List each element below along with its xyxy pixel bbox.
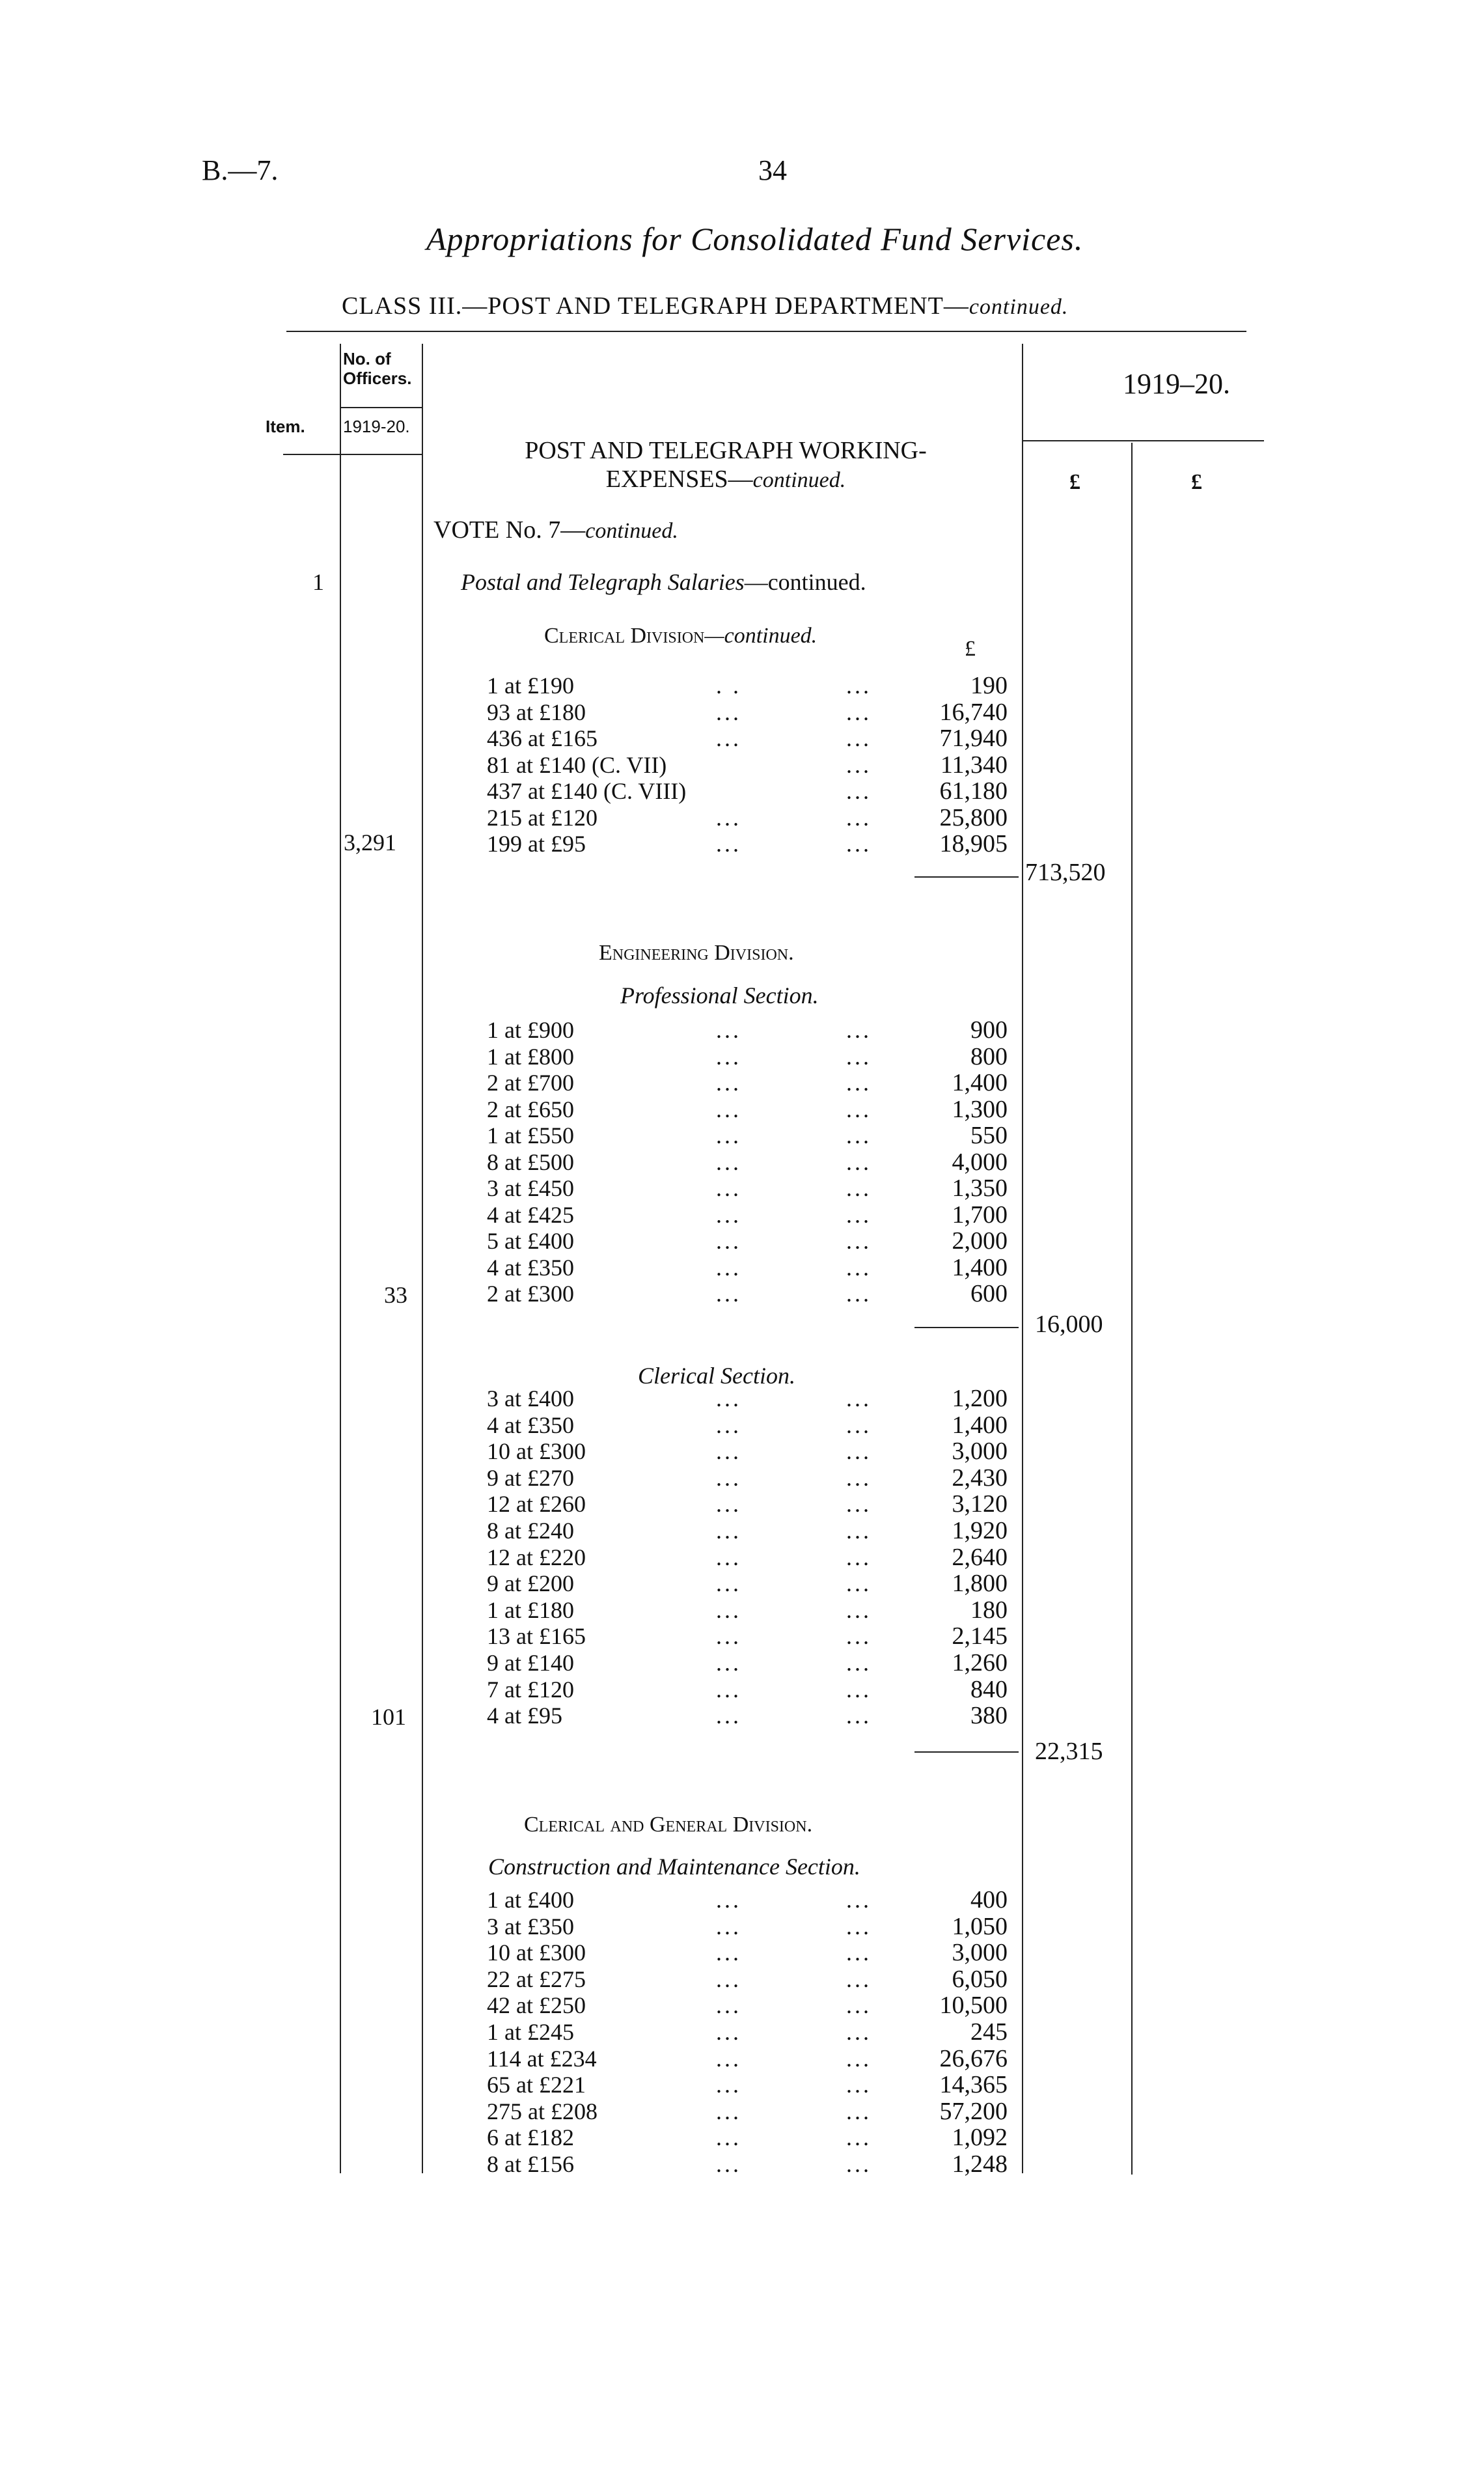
row-label: 275 at £208	[487, 2098, 598, 2124]
item-header: Item.	[266, 417, 305, 436]
leader-dots: ...	[716, 1491, 741, 1518]
row-amount: 1,092	[952, 2124, 1008, 2152]
vote-label	[433, 516, 678, 544]
table-row	[487, 805, 1008, 831]
leader-dots: ...	[846, 1940, 872, 1966]
leader-dots: ...	[716, 1043, 741, 1070]
vote-continued: continued.	[585, 519, 678, 543]
leader-dots: ...	[846, 2124, 872, 2151]
leader-dots: ...	[716, 699, 741, 725]
row-label: 2 at £650	[487, 1096, 574, 1122]
leader-dots: ...	[846, 699, 872, 725]
table-row	[487, 1412, 1008, 1438]
table-row	[487, 1255, 1008, 1281]
table-row	[487, 2019, 1008, 2045]
row-label: 81 at £140 (C. VII)	[487, 751, 667, 778]
clerical-division-heading	[544, 624, 817, 648]
class-line-text: CLASS III.—POST AND TELEGRAPH DEPARTMENT—	[342, 292, 969, 320]
leader-dots: ...	[846, 725, 872, 751]
row-label: 1 at £400	[487, 1887, 574, 1913]
leader-dots: ...	[846, 1412, 872, 1438]
row-label: 1 at £550	[487, 1122, 574, 1148]
pound-header-2: £	[1191, 470, 1202, 494]
table-row	[487, 1149, 1008, 1175]
row-amount: 71,940	[939, 725, 1008, 752]
row-amount: 1,050	[952, 1912, 1008, 1940]
leader-dots: ...	[716, 1703, 741, 1729]
no-of-officers-header: No. of Officers.	[343, 349, 412, 388]
leader-dots: ...	[846, 1201, 872, 1228]
main-heading-line2	[443, 465, 1009, 495]
table-row	[487, 1544, 1008, 1570]
leader-dots: ...	[846, 1992, 872, 2019]
leader-dots: ...	[716, 1650, 741, 1676]
row-label: 65 at £221	[487, 2072, 586, 2098]
rule-top	[286, 331, 1246, 332]
table-row	[487, 1438, 1008, 1464]
leader-dots: ...	[846, 1544, 872, 1570]
clerical-division-heading-text: Clerical Division	[544, 624, 705, 648]
leader-dots: ...	[716, 804, 741, 831]
professional-section-heading: Professional Section.	[620, 982, 819, 1008]
year-header: 1919–20.	[1123, 368, 1230, 400]
table-row	[487, 699, 1008, 725]
engineering-officers: 33	[384, 1282, 407, 1308]
table-row	[487, 1597, 1008, 1623]
row-amount: 14,365	[939, 2071, 1008, 2099]
row-label: 437 at £140 (C. VIII)	[487, 778, 687, 804]
row-label: 9 at £140	[487, 1650, 574, 1676]
row-amount: 4,000	[952, 1148, 1008, 1176]
leader-dots: ...	[716, 1096, 741, 1122]
leader-dots: ...	[716, 1596, 741, 1623]
table-row	[487, 752, 1008, 778]
row-label: 3 at £450	[487, 1175, 574, 1201]
row-amount: 1,248	[952, 2150, 1008, 2178]
leader-dots: ...	[716, 1017, 741, 1043]
table-row	[487, 2151, 1008, 2177]
table-row	[487, 2098, 1008, 2124]
rule-officers-under	[341, 407, 422, 408]
row-label: 1 at £245	[487, 2019, 574, 2045]
row-amount: 2,640	[952, 1543, 1008, 1571]
row-amount: 3,120	[952, 1490, 1008, 1518]
table-row	[487, 1518, 1008, 1544]
row-amount: 1,920	[952, 1517, 1008, 1544]
leader-dots: ...	[716, 1175, 741, 1201]
row-amount: 18,905	[939, 830, 1008, 857]
row-amount: 900	[970, 1016, 1008, 1044]
leader-dots: ...	[846, 1438, 872, 1465]
row-label: 10 at £300	[487, 1438, 586, 1465]
row-label: 10 at £300	[487, 1940, 586, 1966]
leader-dots: ...	[846, 1096, 872, 1122]
row-amount: 550	[970, 1122, 1008, 1149]
row-label: 9 at £270	[487, 1464, 574, 1491]
row-amount: 1,400	[952, 1253, 1008, 1281]
row-label: 3 at £400	[487, 1385, 574, 1412]
row-amount: 1,200	[952, 1385, 1008, 1412]
leader-dots: ...	[716, 1992, 741, 2019]
page-number: 34	[758, 154, 787, 186]
clerical-section-heading: Clerical Section.	[638, 1363, 795, 1389]
main-heading-line1: POST AND TELEGRAPH WORKING-	[525, 437, 927, 464]
salaries-subheading-cont: —continued.	[744, 569, 866, 595]
row-amount: 1,300	[952, 1095, 1008, 1123]
table-row	[487, 1070, 1008, 1096]
table-row	[487, 1570, 1008, 1596]
row-amount: 1,700	[952, 1201, 1008, 1229]
row-label: 12 at £260	[487, 1491, 586, 1518]
leader-dots: ...	[716, 2072, 741, 2098]
row-amount: 3,000	[952, 1438, 1008, 1466]
row-label: 4 at £95	[487, 1703, 562, 1729]
row-amount: 800	[970, 1042, 1008, 1070]
row-amount: 57,200	[939, 2097, 1008, 2125]
clerical-section-officers: 101	[371, 1704, 406, 1730]
leader-dots: ...	[716, 1148, 741, 1175]
class-line-continued: continued.	[969, 295, 1069, 319]
main-heading-expenses: EXPENSES—	[605, 466, 753, 493]
row-label: 6 at £182	[487, 2124, 574, 2151]
row-label: 8 at £240	[487, 1518, 574, 1544]
rule-year-under	[1023, 440, 1264, 441]
leader-dots: ...	[716, 1464, 741, 1491]
leader-dots: ...	[716, 1913, 741, 1940]
leader-dots: ...	[846, 1070, 872, 1096]
leader-dots: ...	[846, 1623, 872, 1650]
leader-dots: ...	[716, 1623, 741, 1650]
clerical-section-sum-rule	[914, 1751, 1019, 1753]
leader-dots: ...	[846, 1464, 872, 1491]
row-amount: 3,000	[952, 1939, 1008, 1967]
main-heading	[443, 436, 1009, 495]
leader-dots: ...	[716, 2124, 741, 2151]
table-row	[487, 1017, 1008, 1043]
leader-dots: ...	[846, 1254, 872, 1281]
leader-dots: ...	[846, 1148, 872, 1175]
row-label: 2 at £700	[487, 1070, 574, 1096]
row-amount: 245	[970, 2018, 1008, 2046]
clerical-officers: 3,291	[344, 829, 396, 855]
row-amount: 25,800	[939, 803, 1008, 831]
leader-dots: ...	[846, 1175, 872, 1201]
row-label: 12 at £220	[487, 1544, 586, 1570]
table-row	[487, 1887, 1008, 1913]
row-label: 2 at £300	[487, 1281, 574, 1307]
row-label: 199 at £95	[487, 831, 586, 857]
leader-dots: ...	[716, 1281, 741, 1307]
row-label: 114 at £234	[487, 2045, 597, 2072]
leader-dots: ...	[716, 725, 741, 751]
row-label: 436 at £165	[487, 725, 598, 751]
rule-amount-right	[1022, 344, 1023, 2173]
leader-dots: ...	[716, 2019, 741, 2045]
row-label: 93 at £180	[487, 699, 586, 725]
leader-dots: ...	[716, 1544, 741, 1570]
construction-section-heading: Construction and Maintenance Section.	[488, 1854, 860, 1880]
leader-dots: ...	[846, 1596, 872, 1623]
row-label: 1 at £180	[487, 1596, 574, 1623]
leader-dots: ...	[716, 1254, 741, 1281]
leader-dots: ...	[846, 1017, 872, 1043]
leader-dots: ...	[846, 1650, 872, 1676]
vote-label-text: VOTE No. 7—	[433, 516, 586, 544]
row-amount: 6,050	[952, 1965, 1008, 1993]
leader-dots: . .	[716, 673, 741, 699]
row-amount: 600	[970, 1280, 1008, 1307]
table-row	[487, 1491, 1008, 1517]
leader-dots: ...	[846, 2045, 872, 2072]
table-row	[487, 673, 1008, 699]
leader-dots: ...	[846, 778, 872, 804]
row-label: 7 at £120	[487, 1676, 574, 1703]
table-row	[487, 831, 1008, 857]
rule-item-under	[283, 454, 422, 455]
table-row	[487, 1175, 1008, 1201]
row-label: 42 at £250	[487, 1992, 586, 2019]
leader-dots: ...	[716, 1676, 741, 1703]
row-label: 3 at £350	[487, 1913, 574, 1940]
row-label: 22 at £275	[487, 1966, 586, 1992]
leader-dots: ...	[716, 1412, 741, 1438]
leader-dots: ...	[716, 1122, 741, 1148]
row-amount: 1,350	[952, 1175, 1008, 1202]
leader-dots: ...	[716, 2098, 741, 2124]
row-amount: 2,145	[952, 1622, 1008, 1650]
table-row	[487, 1228, 1008, 1254]
row-label: 4 at £350	[487, 1254, 574, 1281]
leader-dots: ...	[716, 1385, 741, 1412]
leader-dots: ...	[846, 1122, 872, 1148]
leader-dots: ...	[846, 1913, 872, 1940]
table-row	[487, 1913, 1008, 1940]
leader-dots: ...	[846, 1703, 872, 1729]
table-row	[487, 778, 1008, 804]
table-row	[487, 1465, 1008, 1491]
row-label: 4 at £350	[487, 1412, 574, 1438]
row-amount: 840	[970, 1675, 1008, 1703]
table-row	[487, 1122, 1008, 1148]
leader-dots: ...	[846, 1281, 872, 1307]
row-amount: 1,800	[952, 1570, 1008, 1598]
leader-dots: ...	[846, 673, 872, 699]
rule-pound-divider	[1131, 443, 1133, 2175]
class-line	[342, 292, 1068, 320]
leader-dots: ...	[716, 1966, 741, 1992]
leader-dots: ...	[716, 1940, 741, 1966]
year-column-header: 1919-20.	[343, 417, 410, 436]
clerical-division-heading-cont: —continued.	[704, 624, 818, 648]
leader-dots: ...	[846, 2098, 872, 2124]
row-label: 5 at £400	[487, 1228, 574, 1254]
leader-dots: ...	[716, 831, 741, 857]
table-row	[487, 1966, 1008, 1992]
row-amount: 400	[970, 1886, 1008, 1913]
row-label: 215 at £120	[487, 804, 598, 831]
leader-dots: ...	[846, 1043, 872, 1070]
row-amount: 2,430	[952, 1464, 1008, 1492]
row-amount: 1,400	[952, 1411, 1008, 1439]
table-row	[487, 2046, 1008, 2072]
table-row	[487, 1281, 1008, 1307]
row-label: 1 at £800	[487, 1043, 574, 1070]
table-row	[487, 1202, 1008, 1228]
table-row	[487, 1623, 1008, 1649]
leader-dots: ...	[716, 2045, 741, 2072]
leader-dots: ...	[846, 751, 872, 778]
clerical-pound: £	[965, 637, 976, 661]
rule-officers-right	[422, 344, 423, 2173]
table-row	[487, 2124, 1008, 2150]
row-amount: 1,400	[952, 1069, 1008, 1096]
table-row	[487, 1703, 1008, 1729]
row-label: 8 at £500	[487, 1148, 574, 1175]
leader-dots: ...	[716, 1070, 741, 1096]
leader-dots: ...	[846, 2151, 872, 2177]
item-number: 1	[312, 569, 324, 595]
row-amount: 16,740	[939, 698, 1008, 726]
doc-code: B.—7.	[202, 154, 279, 186]
rule-officers-left	[340, 344, 341, 2173]
table-row	[487, 1044, 1008, 1070]
pound-header-1: £	[1069, 470, 1080, 494]
leader-dots: ...	[716, 1518, 741, 1544]
table-row	[487, 1940, 1008, 1966]
table-row	[487, 1992, 1008, 2018]
leader-dots: ...	[846, 2072, 872, 2098]
leader-dots: ...	[846, 2019, 872, 2045]
row-amount: 2,000	[952, 1227, 1008, 1255]
leader-dots: ...	[716, 1228, 741, 1254]
row-amount: 11,340	[940, 751, 1008, 779]
leader-dots: ...	[846, 1385, 872, 1412]
page-title: Appropriations for Consolidated Fund Services.	[426, 221, 1084, 257]
leader-dots: ...	[846, 1518, 872, 1544]
clerical-total: 713,520	[1025, 859, 1106, 886]
table-row	[487, 2072, 1008, 2098]
leader-dots: ...	[846, 1228, 872, 1254]
clerical-section-total: 22,315	[1035, 1738, 1103, 1765]
table-row	[487, 725, 1008, 751]
row-amount: 380	[970, 1702, 1008, 1730]
leader-dots: ...	[846, 1966, 872, 1992]
table-row	[487, 1096, 1008, 1122]
row-amount: 61,180	[939, 777, 1008, 805]
leader-dots: ...	[716, 1570, 741, 1597]
table-row	[487, 1650, 1008, 1676]
leader-dots: ...	[846, 1570, 872, 1597]
row-label: 1 at £190	[487, 673, 574, 699]
clerical-sum-rule	[914, 876, 1019, 878]
row-amount: 180	[970, 1596, 1008, 1624]
leader-dots: ...	[846, 831, 872, 857]
leader-dots: ...	[846, 804, 872, 831]
row-amount: 1,260	[952, 1649, 1008, 1676]
row-label: 8 at £156	[487, 2151, 574, 2177]
table-row	[487, 1385, 1008, 1412]
row-label: 1 at £900	[487, 1017, 574, 1043]
leader-dots: ...	[716, 1887, 741, 1913]
salaries-subheading-italic: Postal and Telegraph Salaries	[461, 569, 745, 595]
row-amount: 190	[970, 672, 1008, 699]
engineering-total: 16,000	[1035, 1311, 1103, 1338]
row-label: 13 at £165	[487, 1623, 586, 1650]
leader-dots: ...	[716, 2151, 741, 2177]
clerical-general-heading: Clerical and General Division.	[524, 1813, 813, 1837]
engineering-heading: Engineering Division.	[599, 941, 794, 965]
row-amount: 26,676	[939, 2044, 1008, 2072]
main-heading-continued: continued.	[752, 468, 846, 492]
row-amount: 10,500	[939, 1992, 1008, 2020]
engineering-sum-rule	[914, 1327, 1019, 1328]
row-label: 4 at £425	[487, 1201, 574, 1228]
table-row	[487, 1676, 1008, 1703]
leader-dots: ...	[846, 1887, 872, 1913]
salaries-subheading	[461, 568, 866, 596]
leader-dots: ...	[716, 1438, 741, 1465]
row-label: 9 at £200	[487, 1570, 574, 1597]
leader-dots: ...	[846, 1676, 872, 1703]
leader-dots: ...	[846, 1491, 872, 1518]
leader-dots: ...	[716, 1201, 741, 1228]
